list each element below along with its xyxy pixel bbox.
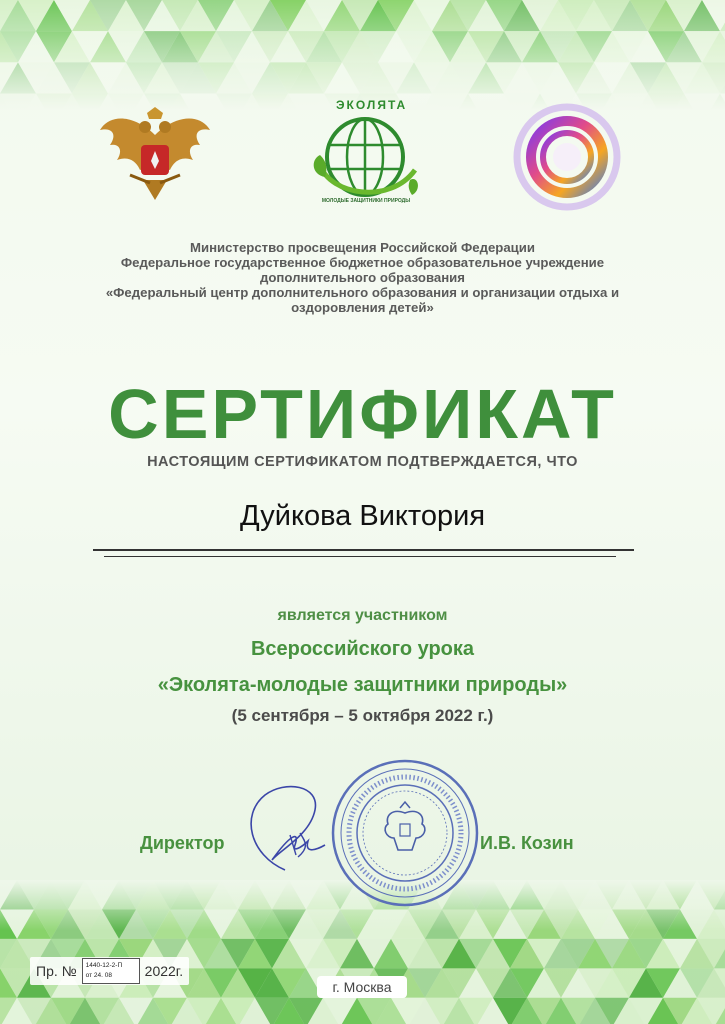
director-label: Директор [140, 833, 225, 853]
event-title-line2: «Эколята-молодые защитники природы» [157, 674, 568, 696]
logos-row [0, 95, 725, 215]
protocol-number-block [30, 957, 189, 985]
fcdo-spiral-logo-icon [510, 100, 625, 215]
organization-line: оздоровления детей» [291, 300, 434, 315]
certificate-title: СЕРТИФИКАТ [108, 375, 617, 453]
protocol-number: 1440-12-2-П [85, 962, 123, 969]
ecolyata-logo-subtext: МОЛОДЫЕ ЗАЩИТНИКИ ПРИРОДЫ [321, 198, 411, 204]
protocol-year: 2022г. [144, 963, 184, 979]
ecolyata-logo [300, 95, 430, 215]
name-underline [93, 549, 634, 551]
protocol-label: Пр. № [36, 963, 77, 979]
certificate-subtitle: НАСТОЯЩИМ СЕРТИФИКАТОМ ПОДТВЕРЖДАЕТСЯ, ЧТО [147, 454, 578, 470]
russian-coat-of-arms-icon [95, 105, 215, 205]
organization-line: «Федеральный центр дополнительного образования и организации отдыха и [105, 285, 620, 300]
participant-text: является участником [277, 607, 448, 624]
official-stamp [330, 758, 480, 908]
director-name: И.В. Козин [480, 833, 574, 853]
organization-block [40, 240, 685, 315]
ecolyata-logo-text: ЭКОЛЯТА [336, 98, 408, 112]
organization-line: Федеральное государственное бюджетное образовательное учреждение [120, 255, 605, 270]
city-label: г. Москва [317, 976, 407, 998]
event-title-line1: Всероссийского урока [250, 638, 475, 660]
organization-line: Министерство просвещения Российской Федерации [189, 240, 535, 255]
event-dates: (5 сентября – 5 октября 2022 г.) [231, 706, 494, 725]
organization-line: дополнительного образования [260, 270, 465, 285]
protocol-number-box [82, 958, 140, 984]
name-underline-secondary [104, 556, 616, 557]
recipient-name: Дуйкова Виктория [239, 500, 486, 532]
top-decorative-band [0, 0, 725, 110]
protocol-date: от 24. 08 [85, 972, 112, 979]
